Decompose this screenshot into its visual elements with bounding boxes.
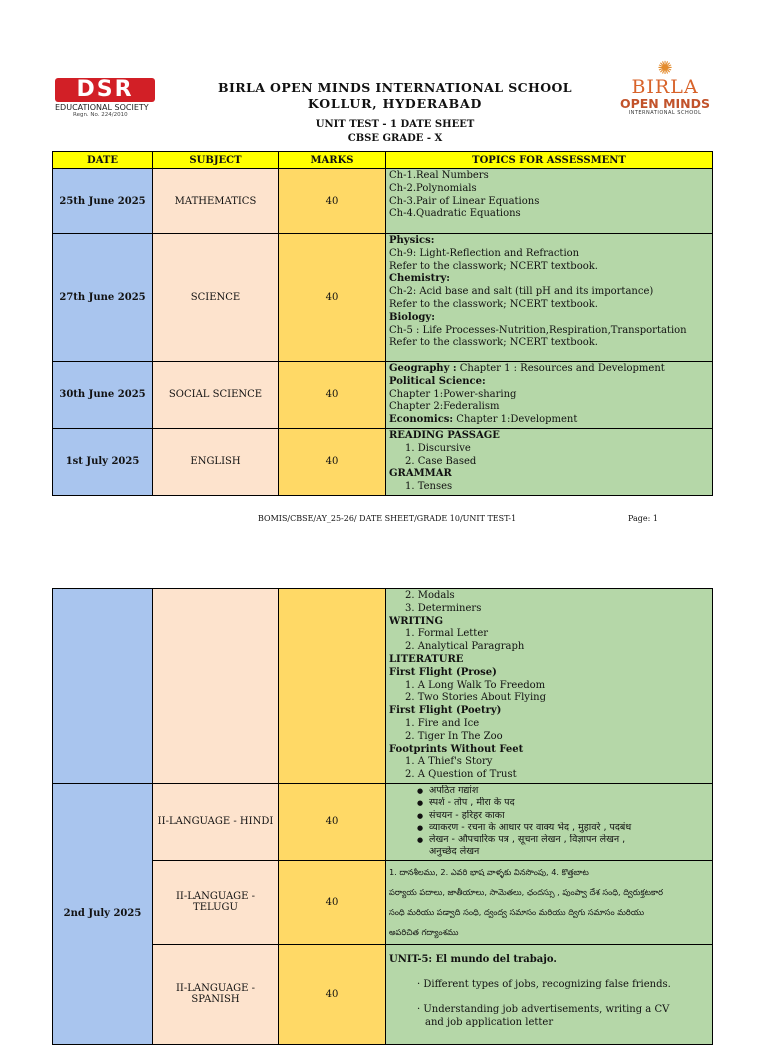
topic-line xyxy=(389,363,709,376)
subject-cell: SCIENCE xyxy=(153,234,279,362)
table-row xyxy=(53,589,713,784)
topics-cell xyxy=(386,428,713,495)
school-heading xyxy=(190,80,600,144)
topic-text: Chapter 1:Development xyxy=(453,414,578,426)
topic-text: Chapter 1 : Resources and Development xyxy=(456,363,665,374)
col-topics: TOPICS FOR ASSESSMENT xyxy=(386,152,713,169)
footer-code: BOMIS/CBSE/AY_25-26/ DATE SHEET/GRADE 10/UNIT TEST-1 xyxy=(258,514,517,523)
topics-cell xyxy=(386,589,713,784)
topic-line: and job application letter xyxy=(425,1016,554,1028)
topic-heading: READING PASSAGE xyxy=(389,429,500,441)
topic-line: Ch-4.Quadratic Equations xyxy=(389,208,521,220)
subject-cell: SOCIAL SCIENCE xyxy=(153,362,279,429)
topic-line xyxy=(389,414,709,427)
birla-logo-line1: BIRLA xyxy=(631,76,699,98)
topic-line: Ch-1.Real Numbers xyxy=(389,170,489,181)
topic-line: 2. Two Stories About Flying xyxy=(405,692,546,704)
topic-heading: Political Science: xyxy=(389,375,486,387)
topic-heading: UNIT-5: El mundo del trabajo. xyxy=(389,953,557,965)
topic-heading: LITERATURE xyxy=(389,653,464,665)
topic-line: Ch-2: Acid base and salt (till pH and its importance) xyxy=(389,286,654,298)
topic-heading: GRAMMAR xyxy=(389,468,452,480)
page-header xyxy=(0,60,768,150)
table-row xyxy=(53,428,713,495)
dsr-logo xyxy=(55,78,165,133)
topic-heading: Footprints Without Feet xyxy=(389,743,524,755)
marks-cell: 40 xyxy=(279,784,386,861)
topic-line: 1. A Thief's Story xyxy=(405,756,493,768)
topic-line: 1. Tenses xyxy=(405,481,453,493)
topic-line: 3. Determiners xyxy=(405,602,482,614)
topics-cell xyxy=(386,944,713,1044)
topic-line: ● संचयन - हरिहर काका xyxy=(389,810,709,822)
topic-line: 2. Case Based xyxy=(405,455,477,467)
topic-line: Ch-3.Pair of Linear Equations xyxy=(389,195,540,207)
topic-line: Refer to the classwork; NCERT textbook. xyxy=(389,260,598,272)
topic-heading: First Flight (Poetry) xyxy=(389,705,502,717)
table-row xyxy=(53,362,713,429)
date-cell: 27th June 2025 xyxy=(53,234,153,362)
date-cell xyxy=(53,589,153,784)
marks-cell: 40 xyxy=(279,428,386,495)
topic-line: అపరిచిత గద్యాంశము xyxy=(389,926,459,937)
page-number: Page: 1 xyxy=(628,514,658,523)
date-cell: 30th June 2025 xyxy=(53,362,153,429)
topic-line: Refer to the classwork; NCERT textbook. xyxy=(389,298,598,310)
subject-cell: II-LANGUAGE - TELUGU xyxy=(153,860,279,944)
topic-line: Chapter 1:Power-sharing xyxy=(389,388,517,400)
table-header-row xyxy=(53,152,713,169)
date-cell: 25th June 2025 xyxy=(53,169,153,234)
topic-line: अनुच्छेद लेखन xyxy=(429,846,480,858)
col-marks: MARKS xyxy=(279,152,386,169)
topic-line: 2. Analytical Paragraph xyxy=(405,641,525,653)
topic-line: Ch-9: Light-Reflection and Refraction xyxy=(389,247,580,259)
topic-line: 2. A Question of Trust xyxy=(405,769,517,781)
marks-cell: 40 xyxy=(279,169,386,234)
date-sheet-table-page1 xyxy=(52,151,713,496)
topic-line: · Different types of jobs, recognizing false friends. xyxy=(417,978,671,990)
birla-logo xyxy=(615,60,715,130)
topic-line: ● अपठित गद्यांश xyxy=(389,785,709,797)
topic-line: పర్యాయ పదాలు, జాతీయాలు, సామెతలు, ఛందస్సు , పుంప్వా దేశ సంధి, ద్విరుక్తటకార xyxy=(389,886,663,897)
birla-logo-line2: OPEN MINDS xyxy=(619,96,711,111)
marks-cell: 40 xyxy=(279,944,386,1044)
topics-cell xyxy=(386,362,713,429)
table-row xyxy=(53,784,713,861)
subject-cell: ENGLISH xyxy=(153,428,279,495)
topic-heading: Geography : xyxy=(389,363,457,374)
topic-line: 2. Modals xyxy=(405,590,455,601)
topic-line: ● लेखन - औपचारिक पत्र , सूचना लेखन , विज्ञापन लेखन , xyxy=(389,834,709,846)
birla-logo-line3: INTERNATIONAL SCHOOL xyxy=(628,110,702,116)
date-sheet-table-page2 xyxy=(52,588,713,1045)
subject-cell: II-LANGUAGE - HINDI xyxy=(153,784,279,861)
marks-cell: 40 xyxy=(279,362,386,429)
topic-line: 1. Discursive xyxy=(405,442,471,454)
topic-line: Refer to the classwork; NCERT textbook. xyxy=(389,337,598,349)
topic-line: Ch-5 : Life Processes-Nutrition,Respiration,Transportation xyxy=(389,324,687,336)
topic-line: 1. Fire and Ice xyxy=(405,717,480,729)
table-row xyxy=(53,234,713,362)
grade-title: CBSE GRADE - X xyxy=(347,133,443,144)
topic-line: Ch-2.Polynomials xyxy=(389,182,477,194)
topics-cell xyxy=(386,784,713,861)
col-subject: SUBJECT xyxy=(153,152,279,169)
school-location: KOLLUR, HYDERABAD xyxy=(307,96,483,111)
dsr-subtitle: EDUCATIONAL SOCIETY xyxy=(55,103,149,112)
school-name: BIRLA OPEN MINDS INTERNATIONAL SCHOOL xyxy=(218,80,572,95)
date-cell: 2nd July 2025 xyxy=(53,784,153,1045)
marks-cell: 40 xyxy=(279,234,386,362)
dsr-logo-mark: DSR xyxy=(55,78,155,102)
marks-cell xyxy=(279,589,386,784)
table-row xyxy=(53,169,713,234)
topics-cell xyxy=(386,169,713,234)
topics-cell xyxy=(386,860,713,944)
topic-heading: Chemistry: xyxy=(389,273,450,285)
topic-heading: Physics: xyxy=(389,235,435,246)
topic-line: 1. A Long Walk To Freedom xyxy=(405,679,546,691)
topic-line: 2. Tiger In The Zoo xyxy=(405,730,503,742)
topic-line: 1. Formal Letter xyxy=(405,628,489,640)
subject-cell xyxy=(153,589,279,784)
topic-line: ● व्याकरण - रचना के आधार पर वाक्य भेद , मुहावरे , पदबंध xyxy=(389,822,709,834)
topic-line: ● स्पर्श - तोप , मीरा के पद xyxy=(389,797,709,809)
dsr-registration: Regn. No. 224/2010 xyxy=(73,112,128,118)
topic-heading: First Flight (Prose) xyxy=(389,666,497,678)
topics-cell xyxy=(386,234,713,362)
topic-line: Chapter 2:Federalism xyxy=(389,401,500,413)
topic-line: · Understanding job advertisements, writing a CV xyxy=(417,1003,670,1015)
topic-heading: Biology: xyxy=(389,311,435,323)
topic-heading: WRITING xyxy=(389,615,444,627)
subject-cell: MATHEMATICS xyxy=(153,169,279,234)
topic-line: సంధి మరియు పడ్వాది సంధి, ద్వంద్వ సమాసం మరియు ద్విగు సమాసం మరియు xyxy=(389,906,645,917)
subject-cell: II-LANGUAGE - SPANISH xyxy=(153,944,279,1044)
date-cell: 1st July 2025 xyxy=(53,428,153,495)
test-title: UNIT TEST - 1 DATE SHEET xyxy=(315,119,475,130)
topic-heading: Economics: xyxy=(389,414,454,426)
sunburst-icon: ✺ xyxy=(657,58,673,79)
col-date: DATE xyxy=(53,152,153,169)
topic-line: 1. దానశీలము, 2. ఎవరి భాష వాళ్ళకు వినసొంపు, 4. కొత్తబాట xyxy=(389,866,589,877)
marks-cell: 40 xyxy=(279,860,386,944)
